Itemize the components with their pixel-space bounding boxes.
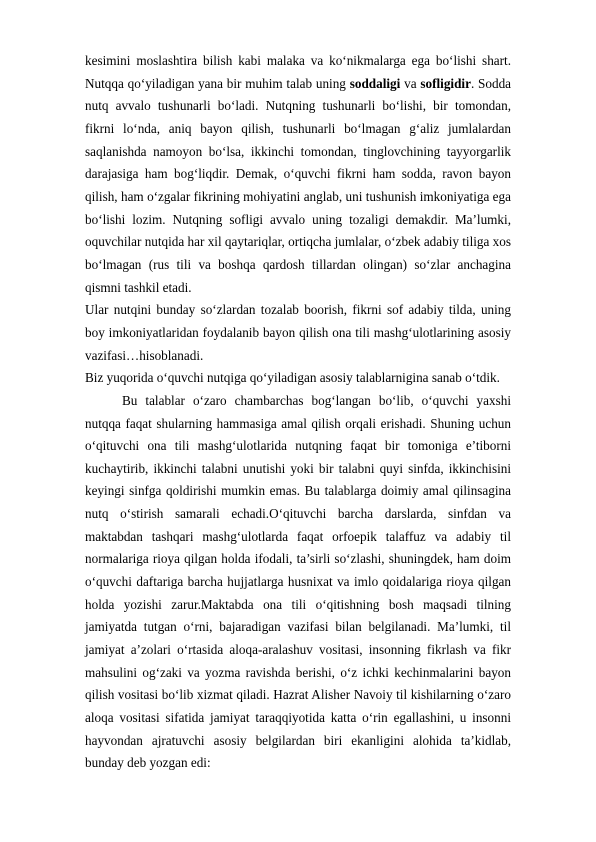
paragraph-text-end: . Sodda nutq avvalo tushunarli bo‘ladi. Nutqning tushunarli bo‘lishi, bir tomondan, fikrni lo‘nda, aniq bayon qilish, tushunarli bo‘lmagan g‘aliz jumlalardan saqlanishda namoyon bo‘lsa, ikkinchi tomondan, tinglovchining tayyorgarlik darajasiga ham bog‘liqdir. Demak, o‘quvchi fikrni ham sodda, ravon bayon qilish, ham o‘zgalar fikrining mohiyatini anglab, uni tushunish imkoniyatiga ega bo‘lishi lozim. Nutqning sofligi avvalo uning tozaligi demakdir. Ma’lumki, oquvchilar nutqida har xil qaytariqlar, ortiqcha jumlalar, o‘zbek adabiy tiliga xos bo‘lmagan (rus tili va boshqa qardosh tillardan olingan) so‘zlar anchagina qismni tashkil etadi. (85, 75, 512, 295)
document-page (85, 50, 511, 775)
paragraph-text-conjunction: va (400, 75, 421, 91)
paragraph-speech-requirements (85, 50, 511, 299)
paragraph-requirements-interlinked: Bu talablar o‘zaro chambarchas bog‘langan bo‘lib, o‘quvchi yaxshi nutqqa faqat shularning hammasiga amal qilish orqali erishadi. Shuning uchun o‘qituvchi ona tili mashg‘ulotlarida nutqning faqat bir tomoniga e’tiborni kuchaytirib, ikkinchi talabni unutishi yoki bir talabni quyi sinfda, ikkinchisini keyingi sinfga qoldirishi mumkin emas. Bu talablarga doimiy amal qilinsagina nutq o‘stirish samarali echadi.O‘qituvchi barcha darslarda, sinfdan va maktabdan tashqari mashg‘ulotlarda faqat orfoepik talaffuz va adabiy til normalariga rioya qilgan holda ifodali, ta’sirli so‘zlashi, shuningdek, ham doim o‘quvchi daftariga barcha hujjatlarga husnixat va imlo qoidalariga rioya qilgan holda yozishi zarur.Maktabda ona tili o‘qitishning bosh maqsadi tilning jamiyatda tutgan o‘rni, bajaradigan vazifasi bilan belgilanadi. Ma’lumki, til jamiyat a’zolari o‘rtasida aloqa-aralashuv vositasi, insonning fikrlash va fikr mahsulini og‘zaki va yozma ravishda berishi, o‘z ichki kechinmalarini bayon qilish vositasi bo‘lib xizmat qiladi. Hazrat Alisher Navoiy til kishilarning o‘zaro aloqa vositasi sifatida jamiyat taraqqiyotida katta o‘rin egallashini, u insonni hayvondan ajratuvchi asosiy belgilardan biri ekanligini alohida ta’kidlab, bunday deb yozgan edi: (85, 392, 511, 771)
paragraph-main-task: Ular nutqini bunday so‘zlardan tozalab boorish, fikrni sof adabiy tilda, uning boy imkoniyatlaridan foydalanib bayon qilish ona tili mashg‘ulotlarining asosiy vazifasi…hisoblanadi. (85, 302, 511, 363)
paragraph-text-start: kesimini moslashtira bilish kabi malaka va ko‘nikmalarga ega bo‘lishi shart. Nutqqa qo‘yiladigan yana bir muhim talab uning (85, 53, 511, 91)
bold-term-purity: sofligidir (420, 75, 471, 91)
bold-term-simplicity: soddaligi (349, 75, 401, 91)
paragraph-summary: Biz yuqorida o‘quvchi nutqiga qo‘yiladigan asosiy talablarnigina sanab o‘tdik. (85, 370, 500, 386)
